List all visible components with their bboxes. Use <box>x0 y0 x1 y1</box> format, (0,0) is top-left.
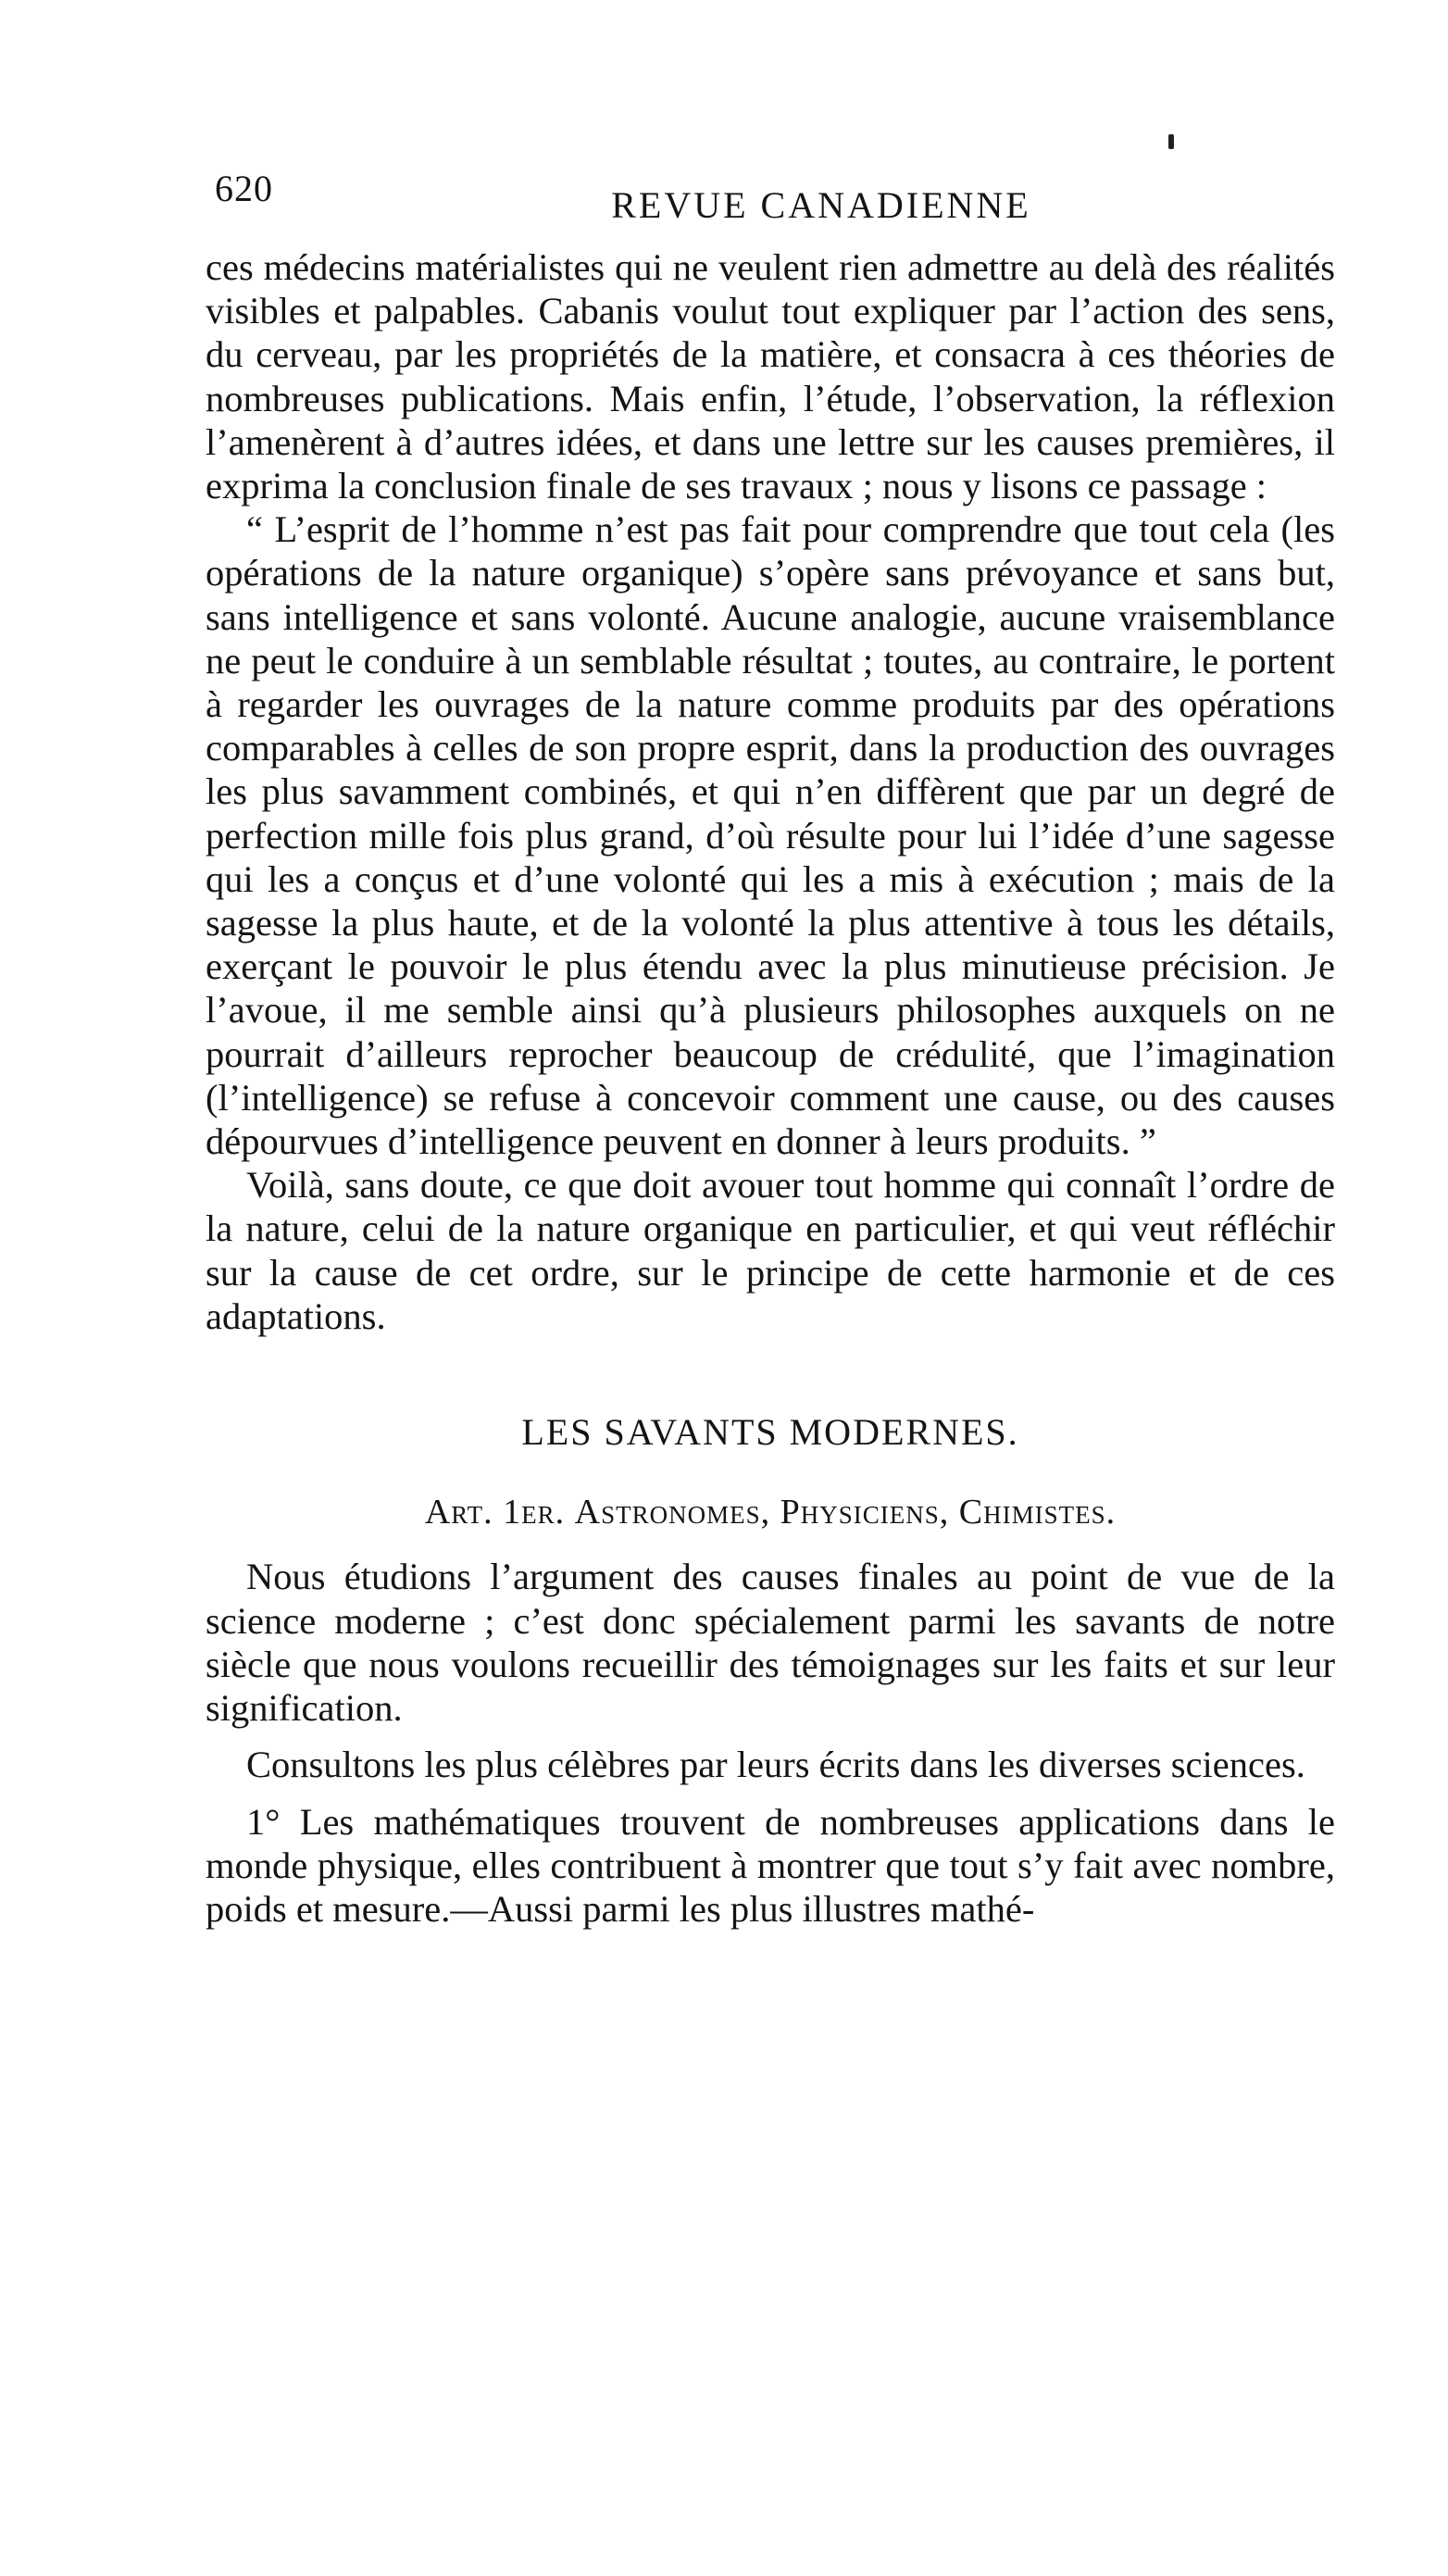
article-label: Art. 1er. <box>424 1493 566 1532</box>
section-title: LES SAVANTS MODERNES. <box>521 1411 1019 1454</box>
paragraph: Consultons les plus célèbres par leurs écrits dans les diverses sciences. <box>246 1744 1305 1786</box>
page-number: 620 <box>215 168 273 209</box>
paragraph: 1° Les mathématiques trouvent de nombreuses applications dans le monde physique, elles contribuent à montrer que tout s’y fait avec nombre, poids et mesure.—Aussi parmi les plus illustres mathé- <box>206 1800 1335 1930</box>
ink-speck <box>1168 134 1174 149</box>
body-text <box>206 245 1335 1931</box>
page-header <box>215 167 1317 231</box>
article-subject: Astronomes, Physiciens, Chimistes. <box>574 1493 1117 1532</box>
paragraph: Voilà, sans doute, ce que doit avouer tout homme qui connaît l’ordre de la nature, celui de la nature organique en particulier, et qui veut réfléchir sur la cause de cet ordre, sur le principe de cette harmonie et de ces adaptations. <box>206 1164 1335 1337</box>
paragraph-continuation: ces médecins matérialistes qui ne veulent rien admettre au delà des réalités visibles et palpables. Cabanis voulut tout expliquer par l’action des sens, du cerveau, par les propriétés de la matière, et consacra à ces théories de nombreuses publications. Mais enfin, l’étude, l’observation, la réflexion l’amenèrent à d’autres idées, et dans une lettre sur les causes premières, il exprima la conclusion finale de ses travaux ; nous y lisons ce passage : <box>206 246 1335 507</box>
quotation-paragraph: “ L’esprit de l’homme n’est pas fait pour comprendre que tout cela (les opérations de la nature organique) s’opère sans prévoyance et sans but, sans intelligence et sans volonté. Aucune analogie, aucune vraisemblance ne peut le conduire à un semblable résultat ; toutes, au contraire, le portent à regarder les ouvrages de la nature comme produits par des opérations comparables à celles de son propre esprit, dans la production des ouvrages les plus savamment combinés, et qui n’en diffèrent que par un degré de perfection mille fois plus grand, d’où résulte pour lui l’idée d’une sagesse qui les a conçus et d’une volonté qui les a mis à exécution ; mais de la sagesse la plus haute, et de la volonté la plus attentive à tous les détails, exerçant le pouvoir le plus étendu avec la plus minutieuse précision. Je l’avoue, il me semble ainsi qu’à plusieurs philosophes auxquels on ne pourrait d’ailleurs reprocher beaucoup de crédulité, que l’imagination (l’intelligence) se refuse à concevoir comment une cause, ou des causes dépourvues d’intelligence peuvent en donner à leurs produits. ” <box>206 508 1335 1163</box>
running-title: REVUE CANADIENNE <box>611 184 1031 226</box>
article-title <box>206 1491 1335 1534</box>
paragraph: Nous étudions l’argument des causes finales au point de vue de la science moderne ; c’est donc spécialement parmi les savants de notre siècle que nous voulons recueillir des témoignages sur les faits et sur leur signification. <box>206 1556 1335 1730</box>
